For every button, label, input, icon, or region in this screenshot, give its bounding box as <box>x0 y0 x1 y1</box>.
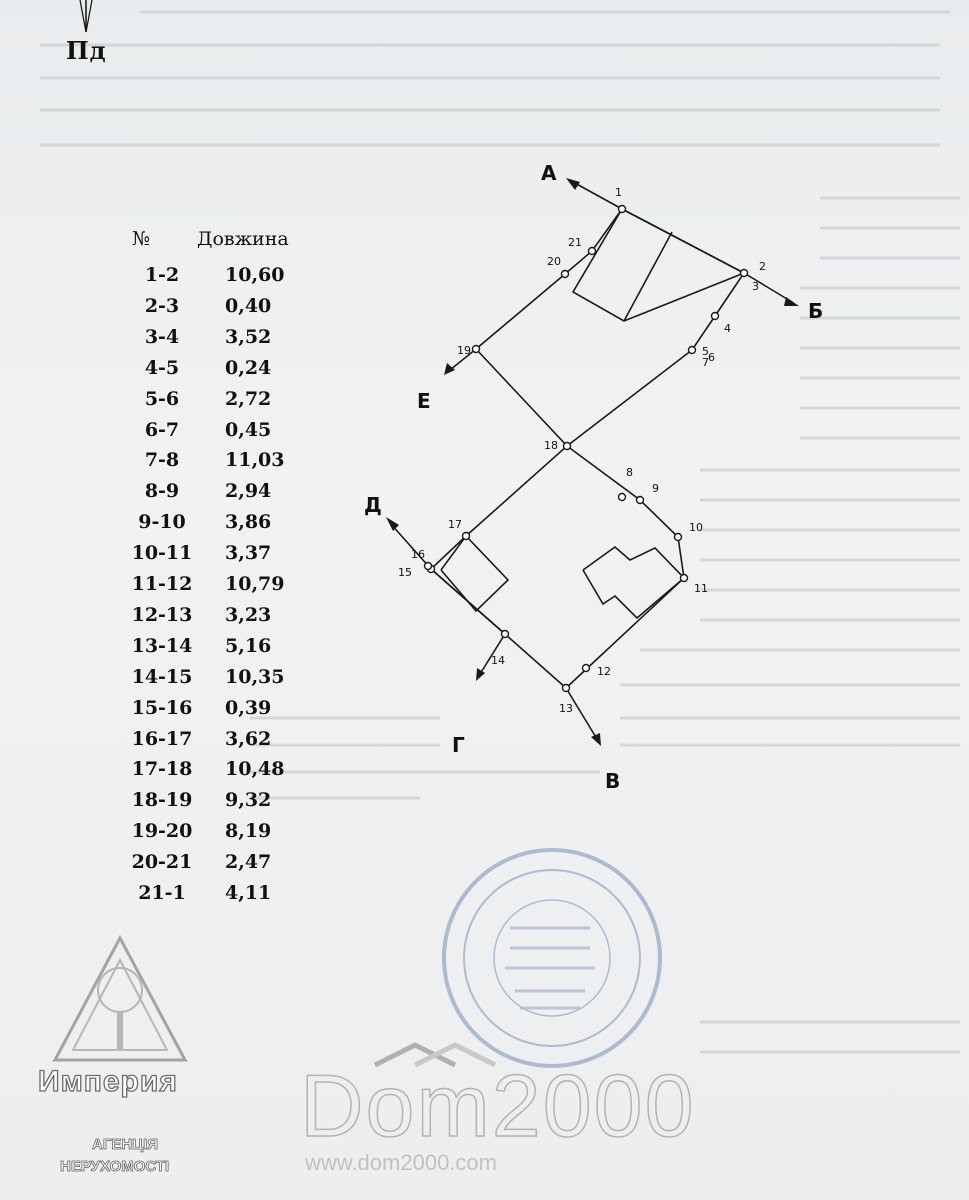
point-9 <box>637 497 644 504</box>
table-cell-length: 5,16 <box>225 634 272 657</box>
arrowhead-e <box>444 363 455 375</box>
point-label-5: 5 <box>702 345 709 358</box>
direction-label-e: Е <box>417 389 431 413</box>
point-label-3: 3 <box>752 280 759 293</box>
point-label-17: 17 <box>448 518 462 531</box>
point-18 <box>564 443 571 450</box>
point-8 <box>619 494 626 501</box>
table-cell-length: 2,72 <box>225 387 272 410</box>
table-cell-length: 3,52 <box>225 325 272 348</box>
table-cell-segment: 7-8 <box>144 449 180 472</box>
table-cell-length: 10,35 <box>225 665 285 688</box>
table-cell-segment: 8-9 <box>144 480 180 503</box>
arrowhead-b <box>784 297 799 306</box>
point-21 <box>589 248 596 255</box>
direction-label-a: А <box>541 161 557 185</box>
arrowhead-v <box>591 733 601 746</box>
table-cell-segment: 12-13 <box>131 603 193 626</box>
point-label-19: 19 <box>457 344 471 357</box>
table-cell-length: 3,37 <box>225 542 272 565</box>
table-cell-segment: 5-6 <box>144 387 180 410</box>
dom2000-url: www.dom2000.com <box>305 1150 497 1175</box>
arrowhead-a <box>566 178 580 190</box>
table-cell-segment: 21-1 <box>138 882 186 904</box>
table-cell-length: 10,60 <box>225 264 285 286</box>
table-cell-segment: 13-14 <box>131 634 193 657</box>
table-cell-segment: 2-3 <box>144 294 180 317</box>
point-label-14: 14 <box>491 654 505 667</box>
point-label-10: 10 <box>689 521 703 534</box>
arrowhead-g <box>476 668 485 681</box>
direction-label-v: В <box>605 769 621 793</box>
point-label-16: 16 <box>411 548 425 561</box>
dom2000-watermark: Dom2000 <box>300 1056 696 1155</box>
direction-label-b: Б <box>808 299 824 323</box>
notary-stamp <box>440 843 665 1073</box>
point-16 <box>425 563 432 570</box>
table-cell-segment: 15-16 <box>131 696 193 719</box>
agency-watermark-sub2: НЕРУХОМОСТІ <box>60 1158 170 1175</box>
table-cell-segment: 9-10 <box>138 511 186 534</box>
table-cell-segment: 17-18 <box>131 758 193 781</box>
point-4 <box>712 313 719 320</box>
direction-label-g: Г <box>452 733 465 757</box>
point-label-20: 20 <box>547 255 561 268</box>
point-1 <box>619 206 626 213</box>
table-cell-length: 0,45 <box>225 418 272 441</box>
table-cell-segment: 14-15 <box>131 665 193 688</box>
agency-watermark-name: Империя <box>38 1065 178 1098</box>
table-cell-length: 10,79 <box>225 573 285 595</box>
table-cell-length: 10,48 <box>225 758 285 781</box>
point-label-6: 6 <box>708 351 715 364</box>
table-cell-segment: 1-2 <box>144 264 180 286</box>
point-label-21: 21 <box>568 236 582 249</box>
table-cell-length: 4,11 <box>225 882 272 904</box>
table-cell-segment: 18-19 <box>131 789 193 812</box>
agency-watermark-sub1: АГЕНЦІЯ <box>92 1136 159 1153</box>
table-cell-length: 3,62 <box>225 727 272 750</box>
point-11 <box>681 575 688 582</box>
point-13 <box>563 685 570 692</box>
point-label-11: 11 <box>694 582 708 595</box>
point-label-1: 1 <box>615 186 622 199</box>
plot-boundary <box>431 209 744 688</box>
point-2 <box>741 270 748 277</box>
point-14 <box>502 631 509 638</box>
table-header-length: Довжина <box>197 228 289 250</box>
building-lower <box>583 547 684 618</box>
table-cell-length: 3,23 <box>225 603 272 626</box>
point-12 <box>583 665 590 672</box>
building-upper <box>573 209 744 321</box>
point-label-12: 12 <box>597 665 611 678</box>
point-10 <box>675 534 682 541</box>
table-cell-length: 8,19 <box>225 820 272 843</box>
table-cell-segment: 19-20 <box>131 820 193 843</box>
north-label: Пд <box>66 36 107 65</box>
table-cell-length: 11,03 <box>225 449 285 472</box>
point-label-18: 18 <box>544 439 558 452</box>
point-label-7: 7 <box>702 356 709 369</box>
point-label-15: 15 <box>398 566 412 579</box>
table-cell-length: 0,40 <box>225 294 272 317</box>
point-label-2: 2 <box>759 260 766 273</box>
point-label-9: 9 <box>652 482 659 495</box>
table-cell-segment: 16-17 <box>131 727 193 750</box>
table-header-number: № <box>132 228 150 250</box>
point-17 <box>463 533 470 540</box>
table-cell-segment: 20-21 <box>131 851 193 874</box>
table-cell-segment: 11-12 <box>131 573 193 595</box>
point-label-4: 4 <box>724 322 731 335</box>
table-cell-segment: 10-11 <box>131 542 193 565</box>
agency-logo-icon <box>35 930 205 1070</box>
annex-lower-left <box>441 536 508 611</box>
table-cell-length: 2,94 <box>225 480 272 503</box>
table-cell-segment: 4-5 <box>144 356 180 379</box>
table-cell-segment: 3-4 <box>144 325 180 348</box>
direction-label-d: Д <box>364 493 382 517</box>
table-cell-length: 3,86 <box>225 511 272 534</box>
table-cell-segment: 6-7 <box>144 418 180 441</box>
table-cell-length: 0,39 <box>225 696 272 719</box>
point-6 <box>689 347 696 354</box>
table-cell-length: 0,24 <box>225 356 272 379</box>
point-19 <box>473 346 480 353</box>
point-label-13: 13 <box>559 702 573 715</box>
point-label-8: 8 <box>626 466 633 479</box>
arrow-d <box>390 523 431 569</box>
point-20 <box>562 271 569 278</box>
building-divider <box>624 232 672 321</box>
table-cell-length: 2,47 <box>225 851 272 874</box>
table-cell-length: 9,32 <box>225 789 272 812</box>
arrowhead-d <box>386 517 399 531</box>
